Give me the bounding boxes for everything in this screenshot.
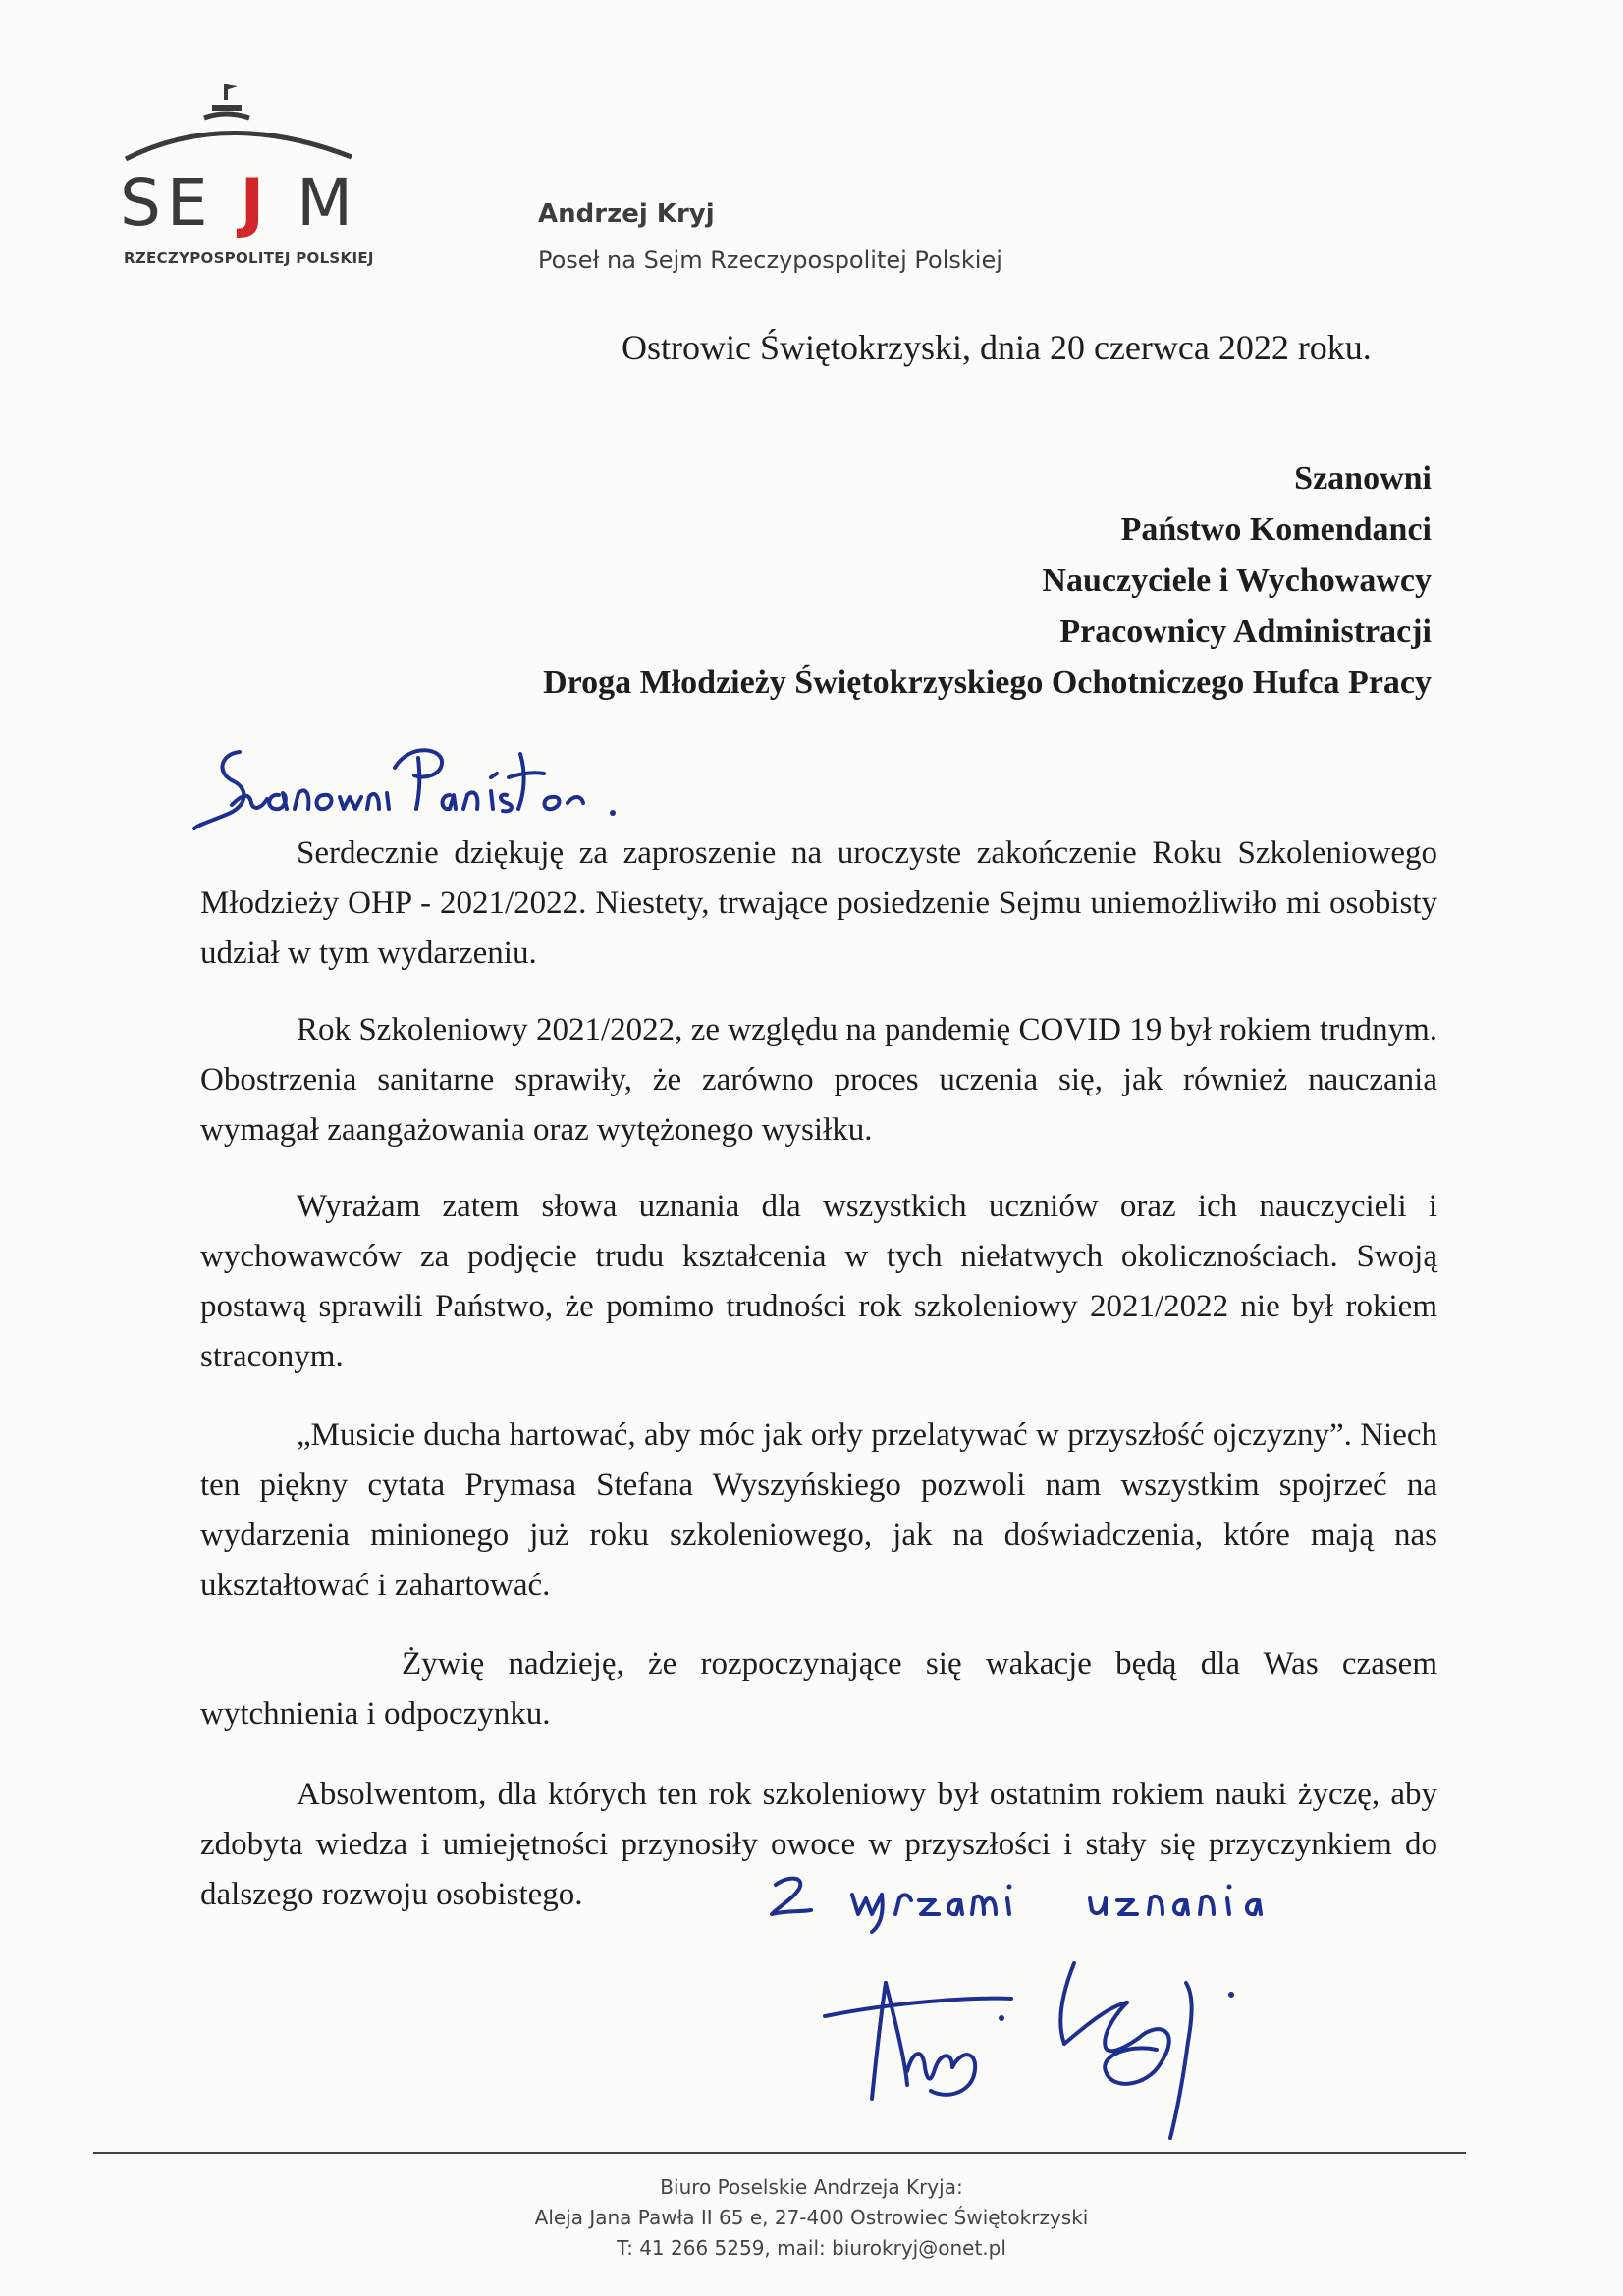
footer-address: Aleja Jana Pawła II 65 e, 27-400 Ostrowiec Świętokrzyski	[534, 2206, 1089, 2229]
sejm-logo	[116, 75, 381, 271]
body-paragraph: „Musicie ducha hartować, aby móc jak orły przelatywać w przyszłość ojczyzny”. Niech ten piękny cytata Prymasa Stefana Wyszyńskiego pozwoli nam wszystkim spojrzeć na wydarzenia minionego już roku szkoleniowego, jak na doświadczenia, które mają nas ukształtować i zahartować.	[200, 1417, 1437, 1603]
footer-office-name: Biuro Poselskie Andrzeja Kryja:	[660, 2175, 963, 2199]
addressee-line: Szanowni	[1294, 460, 1432, 497]
sender-name: Andrzej Kryj	[538, 199, 715, 229]
handwritten-closing	[766, 1855, 1394, 1934]
handwritten-salutation	[192, 734, 664, 842]
logo-wordmark: SE J M	[120, 165, 359, 240]
addressee-line: Pracownicy Administracji	[1059, 614, 1432, 650]
footer-divider	[93, 2152, 1466, 2154]
addressee-line: Droga Młodzieży Świętokrzyskiego Ochotniczego Hufca Pracy	[543, 665, 1432, 701]
logo-subtitle: RZECZYPOSPOLITEJ POLSKIEJ	[124, 249, 374, 267]
sejm-dome-icon	[116, 75, 381, 173]
body-paragraph: Absolwentom, dla których ten rok szkoleniowy był ostatnim rokiem nauki życzę, aby zdobyta wiedza i umiejętności przynosiły owoce w przyszłości i stały się przyczynkiem do dalszego rozwoju osobistego.	[200, 1777, 1437, 1912]
letter-body	[200, 828, 1437, 1920]
date-line: Ostrowic Świętokrzyski, dnia 20 czerwca 2022 roku.	[622, 328, 1372, 367]
body-paragraph: Żywię nadzieję, że rozpoczynające się wakacje będą dla Was czasem wytchnienia i odpoczynku.	[200, 1646, 1437, 1732]
addressee-line: Państwo Komendanci	[1120, 511, 1432, 548]
handwritten-signature	[815, 1953, 1365, 2150]
footer-office-info	[0, 2172, 1623, 2264]
sender-title: Poseł na Sejm Rzeczypospolitej Polskiej	[538, 246, 1002, 274]
addressee-block	[543, 454, 1432, 709]
body-paragraph: Rok Szkoleniowy 2021/2022, ze względu na pandemię COVID 19 był rokiem trudnym. Obostrzenia sanitarne sprawiły, że zarówno proces uczenia się, jak również nauczania wymagał zaangażowania oraz wytężonego wysiłku.	[200, 1012, 1437, 1148]
body-paragraph: Serdecznie dziękuję za zaproszenie na uroczyste zakończenie Roku Szkoleniowego Młodzieży OHP - 2021/2022. Niestety, trwające posiedzenie Sejmu uniemożliwiło mi osobisty udział w tym wydarzeniu.	[200, 835, 1437, 971]
body-paragraph: Wyrażam zatem słowa uznania dla wszystkich uczniów oraz ich nauczycieli i wychowawców za podjęcie trudu kształcenia w tych niełatwych okolicznościach. Swoją postawą sprawili Państwo, że pomimo trudności rok szkoleniowy 2021/2022 nie był rokiem straconym.	[200, 1189, 1437, 1374]
footer-contact: T: 41 266 5259, mail: biurokryj@onet.pl	[617, 2236, 1006, 2260]
addressee-line: Nauczyciele i Wychowawcy	[1042, 562, 1432, 599]
